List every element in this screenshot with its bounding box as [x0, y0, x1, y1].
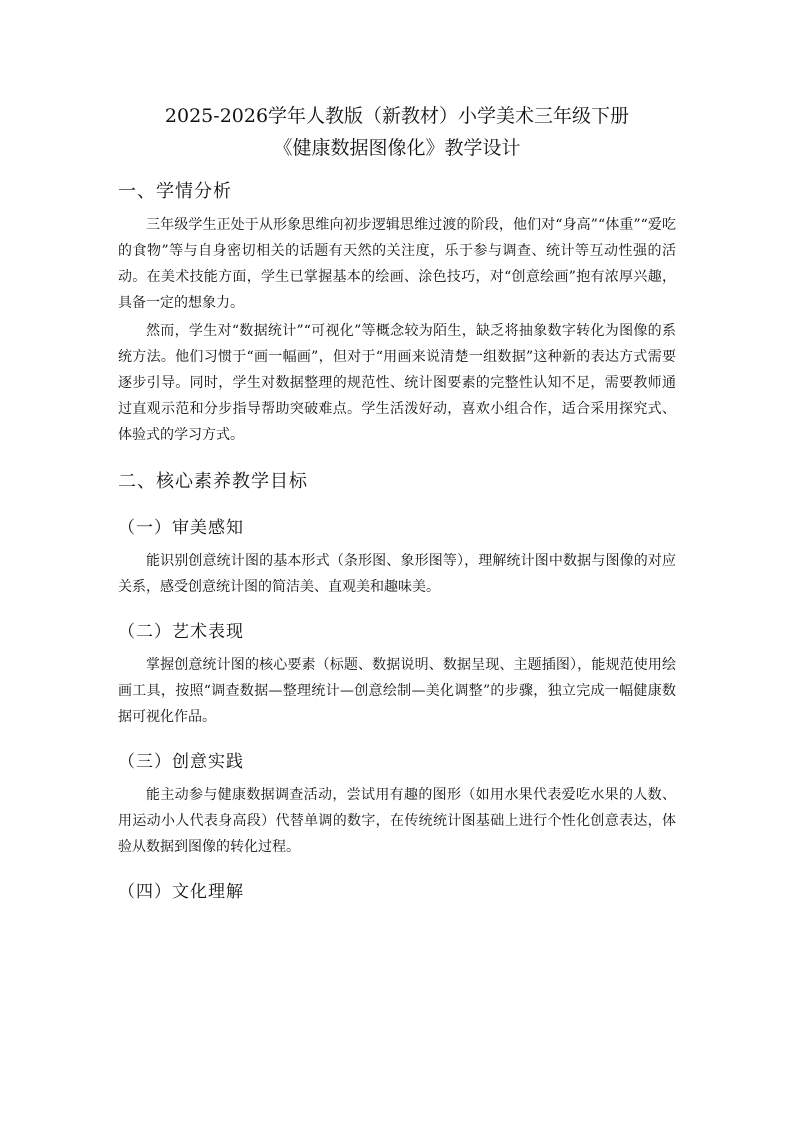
section-heading-learner-analysis: 一、学情分析 — [118, 181, 232, 202]
document-title-line2: 《健康数据图像化》教学设计 — [273, 137, 521, 159]
subsection-heading-artistic-expression: （二）艺术表现 — [118, 622, 244, 642]
section-heading-teaching-goals: 二、核心素养教学目标 — [118, 471, 308, 492]
paragraph-artistic-expression: 掌握创意统计图的核心要素（标题、数据说明、数据呈现、主题插图），能规范使用绘画工具，按照“调查数据—整理统计—创意绘制—美化调整”的步骤，独立完成一幅健康数据可视化作品。 — [118, 657, 676, 725]
subsection-heading-creative-practice: （三）创意实践 — [118, 752, 244, 772]
paragraph-aesthetic-perception: 能识别创意统计图的基本形式（条形图、象形图等），理解统计图中数据与图像的对应关系，感受创意统计图的简洁美、直观美和趣味美。 — [118, 553, 676, 595]
subsection-heading-aesthetic-perception: （一）审美感知 — [118, 518, 244, 538]
paragraph-learner-analysis-2: 然而，学生对“数据统计”“可视化”等概念较为陌生，缺乏将抽象数字转化为图像的系统方法。他们习惯于“画一幅画”，但对于“用画来说清楚一组数据”这种新的表达方式需要逐步引导。同时，学生对数据整理的规范性、统计图要素的完整性认知不足，需要教师通过直观示范和分步指导帮助突破难点。学生活泼好动，喜欢小组合作，适合采用探究式、体验式的学习方式。 — [118, 323, 676, 443]
paragraph-learner-analysis-1: 三年级学生正处于从形象思维向初步逻辑思维过渡的阶段，他们对“身高”“体重”“爱吃的食物”等与自身密切相关的话题有天然的关注度，乐于参与调查、统计等互动性强的活动。在美术技能方面，学生已掌握基本的绘画、涂色技巧，对“创意绘画”抱有浓厚兴趣，具备一定的想象力。 — [118, 217, 676, 311]
paragraph-creative-practice: 能主动参与健康数据调查活动，尝试用有趣的图形（如用水果代表爱吃水果的人数、用运动小人代表身高段）代替单调的数字，在传统统计图基础上进行个性化创意表达，体验从数据到图像的转化过程。 — [118, 787, 676, 855]
subsection-heading-cultural-understanding: （四）文化理解 — [118, 882, 244, 902]
document-title-line1: 2025-2026学年人教版（新教材）小学美术三年级下册 — [164, 105, 630, 127]
